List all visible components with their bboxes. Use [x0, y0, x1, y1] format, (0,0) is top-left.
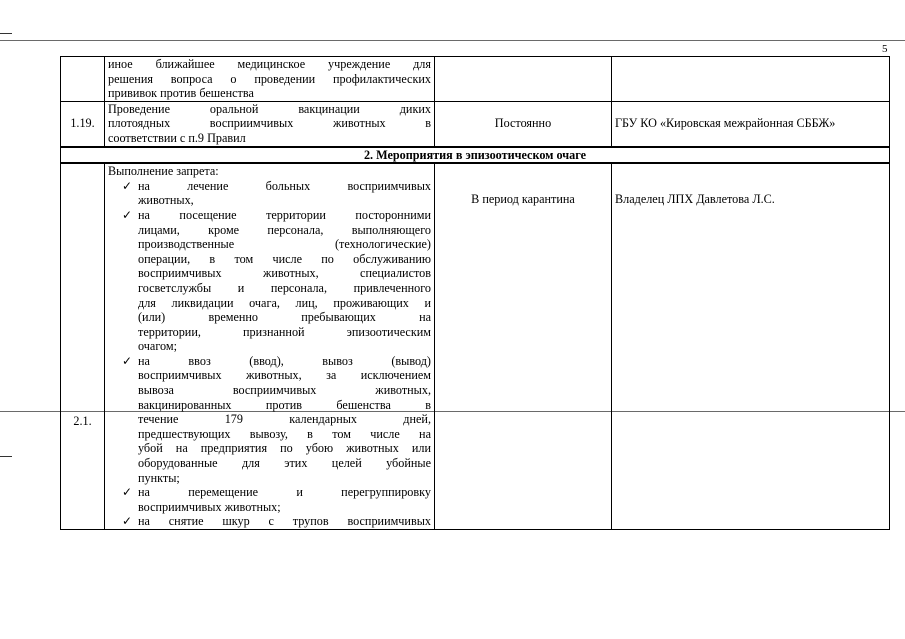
bullet-item: ✓ на перемещение и перегруппировку восприимчивых животных;	[122, 485, 431, 514]
deadline-cell	[435, 57, 612, 102]
checkmark-icon: ✓	[122, 178, 133, 193]
row-number: 1.19.	[61, 101, 105, 146]
row-number: 2.1.	[61, 163, 105, 529]
responsible-cell: ГБУ КО «Кировская межрайонная СББЖ»	[612, 101, 890, 146]
section-title: 2. Мероприятия в эпизоотическом очаге	[61, 147, 890, 164]
scan-line-top	[0, 40, 905, 41]
bullet-item: ✓ на ввоз (ввод), вывоз (вывод)	[122, 353, 431, 368]
responsible-cell: Владелец ЛПХ Давлетова Л.С.	[612, 163, 890, 529]
measure-heading: Выполнение запрета:	[108, 164, 219, 179]
bullet-item: ✓ на снятие шкур с трупов восприимчивых	[122, 514, 431, 529]
checkmark-icon: ✓	[122, 514, 133, 529]
margin-tick-top	[0, 33, 12, 34]
table-row	[61, 57, 890, 102]
bullet-item: ✓ на посещение территории посторонними лицами, кроме персонала, выполняющего производственные (технологические) операции, в том числе по обслуживанию восприимчивых животных, специалистов госветслужбы и персонала, привлеченного для ликвидации очага, лиц, проживающих и (или) временно пребывающих на территории, признанной эпизоотическим очагом;	[122, 207, 431, 354]
measure-text: иное ближайшее медицинское учреждение для решения вопроса о проведении профилактических прививок против бешенства	[105, 57, 435, 102]
bullet-continuation: восприимчивых животных, за исключением вывоза восприимчивых животных, вакцинированных против бешенства в течение 179 календарных дней, предшествующих вывозу, в том числе на убой на предприятия по убою животных или оборудованные для этих целей убойные пункты;	[138, 368, 431, 485]
table-row	[61, 163, 890, 529]
measure-text	[105, 163, 435, 529]
measure-text: Проведение оральной вакцинации диких плотоядных восприимчивых животных в соответствии с п.9 Правил	[105, 101, 435, 146]
checkmark-icon: ✓	[122, 485, 133, 500]
bullet-item: ✓ на лечение больных восприимчивых животных,	[122, 178, 431, 208]
measures-table	[60, 56, 890, 530]
deadline-cell: Постоянно	[435, 101, 612, 146]
section-header-row	[61, 147, 890, 164]
checkmark-icon: ✓	[122, 353, 133, 368]
table-row	[61, 101, 890, 146]
margin-tick-bottom	[0, 456, 12, 457]
responsible-cell	[612, 57, 890, 102]
page-number: 5	[882, 43, 888, 55]
row-number	[61, 57, 105, 102]
deadline-cell: В период карантина	[435, 163, 612, 529]
checkmark-icon: ✓	[122, 207, 133, 222]
